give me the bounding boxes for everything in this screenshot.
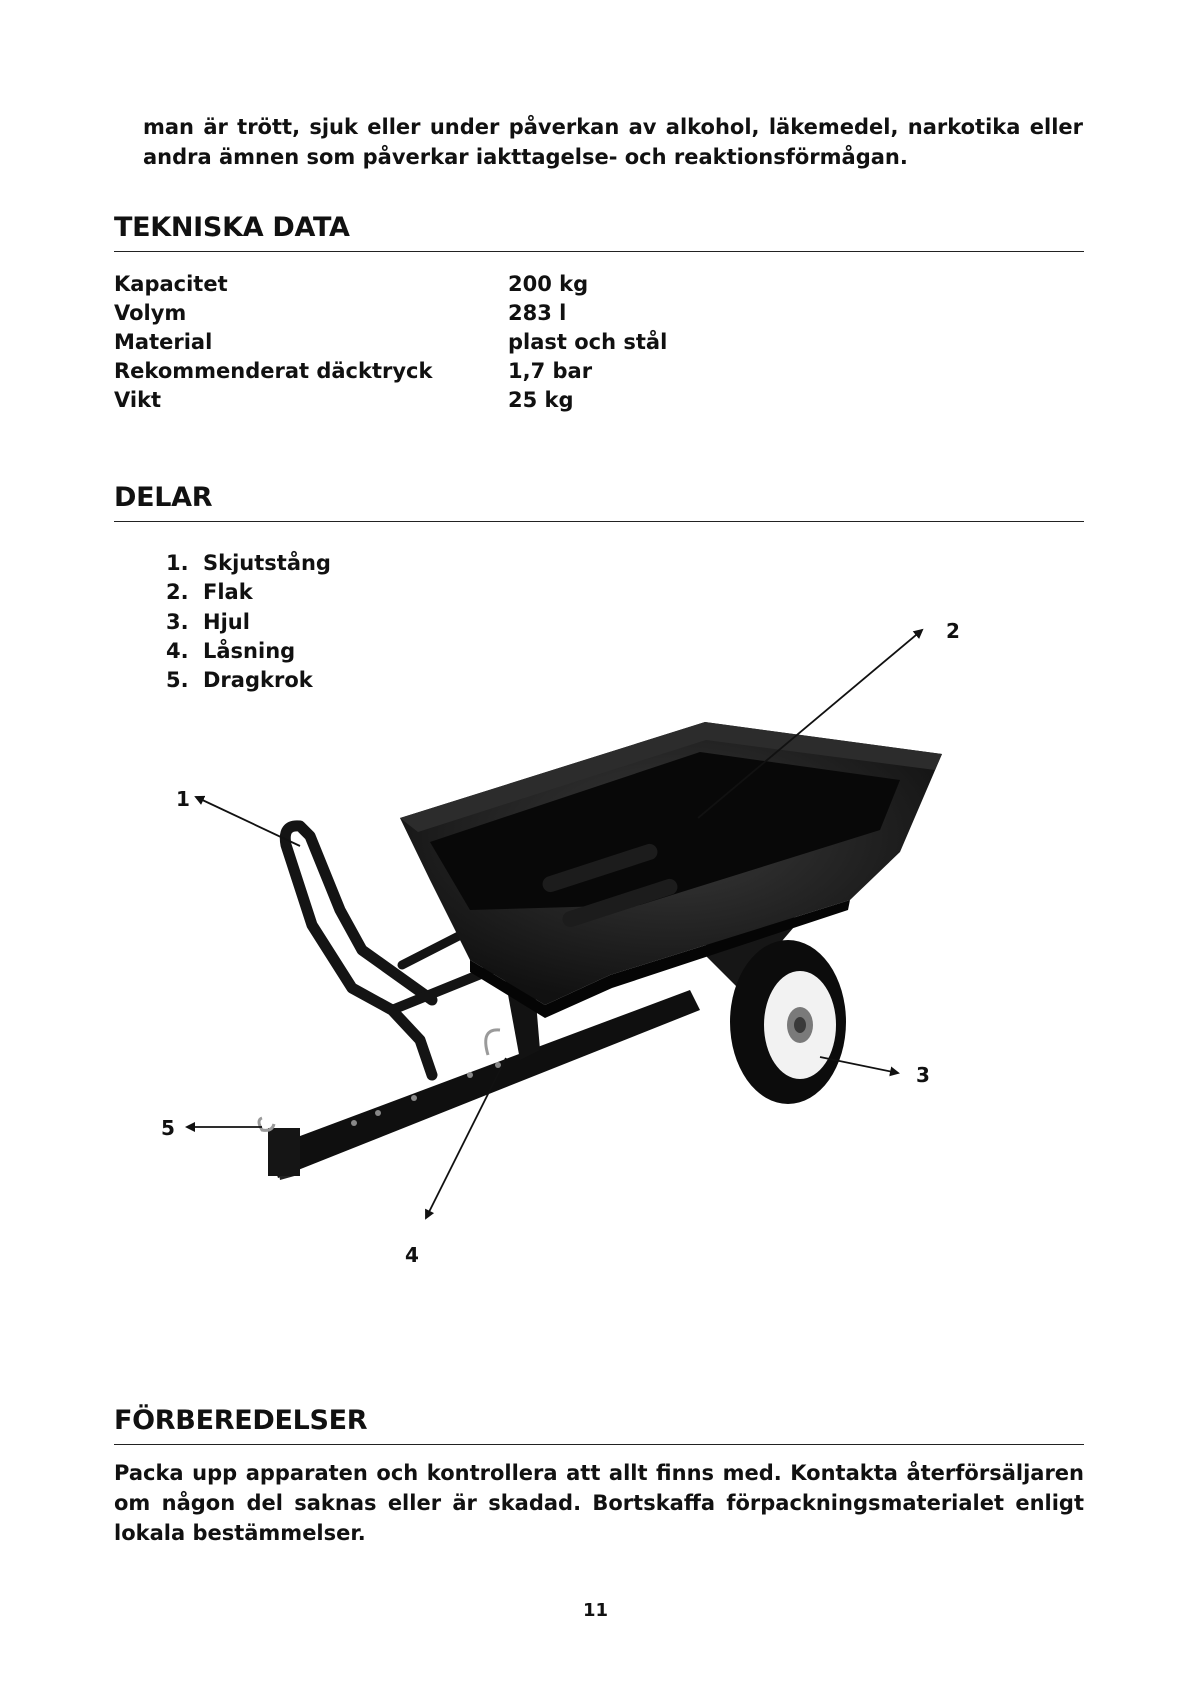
- tech-row: [114, 270, 714, 299]
- callout-label-5: 5: [161, 1116, 175, 1140]
- callout-label-4: 4: [405, 1243, 419, 1267]
- section-title-tech-data: TEKNISKA DATA: [114, 212, 1084, 252]
- tech-data-table: [114, 270, 714, 415]
- list-item-label: Hjul: [203, 609, 250, 634]
- arrow-2: [698, 630, 922, 818]
- tech-row: [114, 328, 714, 357]
- drawbar: [259, 900, 800, 1180]
- tech-row: [114, 357, 714, 386]
- list-item-label: Låsning: [203, 638, 296, 663]
- list-item-label: Flak: [203, 580, 253, 605]
- intro-paragraph: man är trött, sjuk eller under påverkan av alkohol, läkemedel, narkotika eller andra ämnen som påverkar iakttagelse- och reaktionsförmågan.: [143, 115, 1083, 169]
- callout-arrows: [187, 630, 922, 1218]
- list-item: [166, 637, 331, 666]
- section-title-preparations: FÖRBEREDELSER: [114, 1405, 1084, 1445]
- tech-value: 1,7 bar: [508, 359, 593, 383]
- tech-label: Vikt: [114, 388, 162, 412]
- preparations-paragraph: Packa upp apparaten och kontrollera att allt finns med. Kontakta återförsäljaren om någon del saknas eller är skadad. Bortskaffa förpackningsmaterialet enligt lokala bestämmelser.: [114, 1461, 1084, 1545]
- list-item-number: 4.: [166, 638, 189, 663]
- callout-label-3: 3: [916, 1063, 930, 1087]
- cart-tub: [400, 722, 942, 1018]
- tech-value: 283 l: [508, 301, 567, 325]
- tech-label: Material: [114, 330, 213, 354]
- hitch-pin: [259, 1118, 274, 1130]
- list-item: [166, 666, 331, 695]
- tech-row: [114, 299, 714, 328]
- list-item-number: 5.: [166, 668, 189, 693]
- tech-value: plast och stål: [508, 330, 668, 354]
- arrow-4: [426, 1058, 506, 1218]
- list-item-number: 1.: [166, 551, 189, 575]
- handle-bar: [285, 826, 540, 1075]
- list-item: [166, 549, 331, 578]
- parts-list: [166, 549, 331, 695]
- callout-label-1: 1: [176, 787, 190, 811]
- hitch-block: [268, 1128, 300, 1176]
- tech-label: Kapacitet: [114, 272, 228, 296]
- page-number: 11: [582, 1600, 609, 1621]
- list-item-label: Dragkrok: [203, 668, 313, 693]
- lock-lever: [486, 1030, 500, 1055]
- list-item: [166, 578, 331, 607]
- section-title-parts: DELAR: [114, 482, 1084, 522]
- list-item: [166, 608, 331, 637]
- list-item-number: 2.: [166, 580, 189, 605]
- list-item-label: Skjutstång: [203, 551, 331, 575]
- arrow-1: [196, 797, 300, 846]
- callout-label-2: 2: [946, 619, 960, 643]
- list-item-number: 3.: [166, 609, 189, 634]
- wheel: [730, 940, 846, 1104]
- tech-row: [114, 386, 714, 415]
- tech-value: 25 kg: [508, 388, 574, 412]
- tech-label: Volym: [114, 301, 187, 325]
- tech-value: 200 kg: [508, 272, 589, 296]
- tech-label: Rekommenderat däcktryck: [114, 359, 433, 383]
- arrow-3: [820, 1057, 898, 1073]
